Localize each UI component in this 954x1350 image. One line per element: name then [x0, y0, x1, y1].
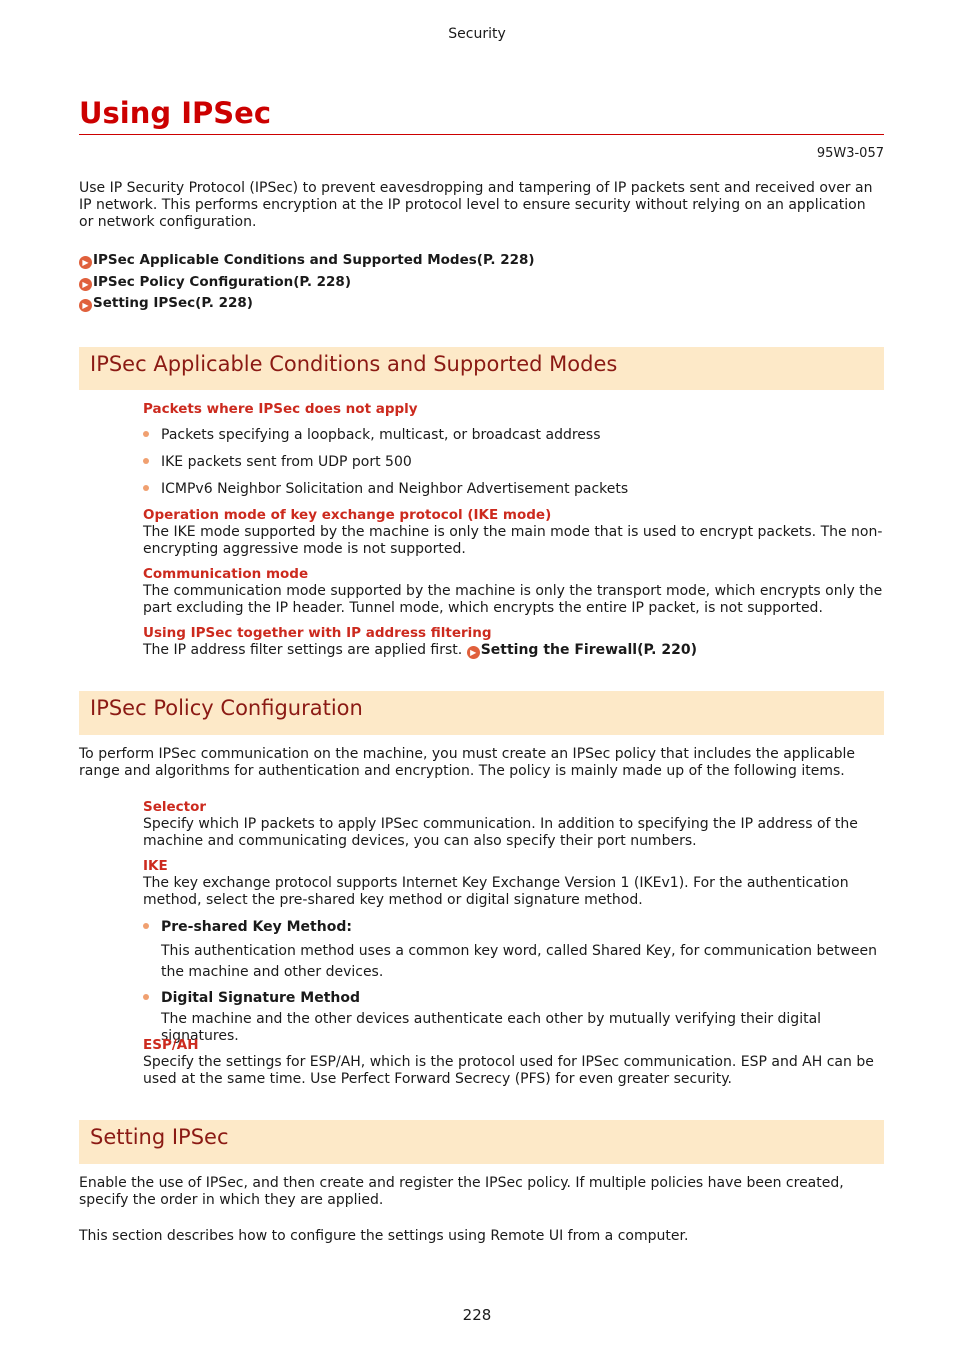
- toc-link-policy[interactable]: [79, 274, 351, 291]
- section-header-conditions: [79, 347, 884, 390]
- arrow-circle-icon: ▶: [467, 646, 480, 659]
- toc-link-setting[interactable]: [79, 295, 253, 312]
- bullet-icon: [143, 458, 149, 464]
- toc-link-label: IPSec Applicable Conditions and Supported Modes(P. 228): [93, 252, 535, 268]
- list-item: Packets specifying a loopback, multicast, or broadcast address: [143, 427, 601, 444]
- subheading-ike-mode: Operation mode of key exchange protocol (IKE mode): [143, 507, 552, 523]
- policy-intro: To perform IPSec communication on the machine, you must create an IPSec policy that includes the applicable range and algorithms for authentication and encryption. The policy is mainly made up of the following items.: [79, 746, 856, 779]
- setting-paragraph-2: This section describes how to configure the settings using Remote UI from a computer.: [79, 1228, 689, 1244]
- toc-link-label: Setting IPSec(P. 228): [93, 295, 253, 311]
- subheading-esp-ah: ESP/AH: [143, 1037, 199, 1053]
- communication-mode-text: The communication mode supported by the machine is only the transport mode, which encrypts only the part excluding the IP header. Tunnel mode, which encrypts the entire IP packet, is not supported.: [143, 583, 883, 616]
- section-title: IPSec Applicable Conditions and Supported Modes: [90, 352, 618, 376]
- subheading-ike: IKE: [143, 858, 168, 874]
- subheading-communication-mode: Communication mode: [143, 566, 309, 582]
- bullet-icon: [143, 431, 149, 437]
- arrow-circle-icon: ▶: [79, 278, 92, 291]
- setting-paragraph-1: Enable the use of IPSec, and then create and register the IPSec policy. If multiple policies have been created, specify the order in which they are applied.: [79, 1175, 844, 1208]
- bullet-icon: [143, 923, 149, 929]
- toc-link-conditions[interactable]: [79, 252, 535, 269]
- subheading-selector: Selector: [143, 799, 207, 815]
- arrow-circle-icon: ▶: [79, 299, 92, 312]
- ip-filtering-text: The IP address filter settings are applied first. ▶ Setting the Firewall(P. 220): [143, 642, 697, 658]
- bullet-icon: [143, 485, 149, 491]
- firewall-link[interactable]: ▶ Setting the Firewall(P. 220): [467, 642, 697, 658]
- arrow-circle-icon: ▶: [79, 256, 92, 269]
- section-header-policy: [79, 691, 884, 735]
- section-title: Setting IPSec: [90, 1125, 229, 1149]
- list-item: Pre-shared Key Method:: [143, 919, 352, 936]
- list-item: IKE packets sent from UDP port 500: [143, 454, 412, 471]
- ds-text: The machine and the other devices authenticate each other by mutually verifying their digital signatures.: [161, 1011, 822, 1044]
- toc-link-label: IPSec Policy Configuration(P. 228): [93, 274, 351, 290]
- ike-text: The key exchange protocol supports Internet Key Exchange Version 1 (IKEv1). For the authentication method, select the pre-shared key method or digital signature method.: [143, 875, 849, 908]
- title-rule: [79, 134, 884, 135]
- subheading-packets: Packets where IPSec does not apply: [143, 401, 418, 417]
- page-title: Using IPSec: [79, 96, 272, 130]
- section-header-setting: [79, 1120, 884, 1164]
- bullet-icon: [143, 994, 149, 1000]
- psk-text: This authentication method uses a common key word, called Shared Key, for communication between the machine and other devices.: [161, 943, 878, 980]
- running-header: Security: [448, 26, 506, 42]
- list-item: Digital Signature Method: [143, 990, 360, 1007]
- esp-ah-text: Specify the settings for ESP/AH, which is the protocol used for IPSec communication. ESP and AH can be used at the same time. Use Perfect Forward Secrecy (PFS) for even greater security.: [143, 1054, 874, 1087]
- intro-paragraph: Use IP Security Protocol (IPSec) to prevent eavesdropping and tampering of IP packets sent and received over an IP network. This performs encryption at the IP protocol level to ensure security without relying on an application or network configuration.: [79, 180, 873, 230]
- list-item: ICMPv6 Neighbor Solicitation and Neighbor Advertisement packets: [143, 481, 628, 498]
- ike-mode-text: The IKE mode supported by the machine is only the main mode that is used to encrypt packets. The non-encrypting aggressive mode is not supported.: [143, 524, 883, 557]
- selector-text: Specify which IP packets to apply IPSec communication. In addition to specifying the IP address of the machine and communicating devices, you can also specify their port numbers.: [143, 816, 858, 849]
- subheading-ip-filtering: Using IPSec together with IP address filtering: [143, 625, 492, 641]
- page-number: 228: [462, 1306, 492, 1324]
- section-title: IPSec Policy Configuration: [90, 696, 363, 720]
- document-id: 95W3-057: [816, 146, 884, 161]
